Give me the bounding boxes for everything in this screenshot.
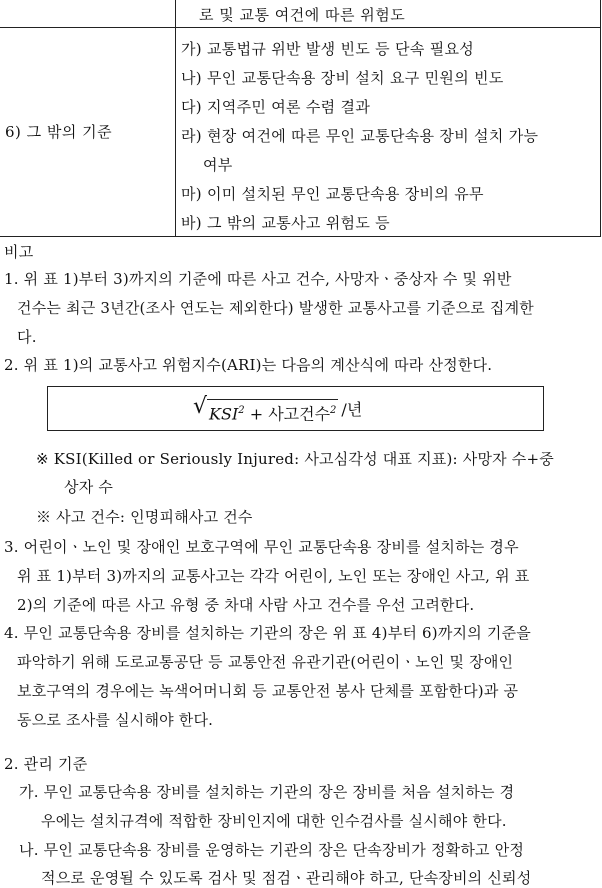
- management-item-b-line: 적으로 운영될 수 있도록 검사 및 점검ㆍ관리해야 하고, 단속장비의 신뢰성: [41, 869, 532, 887]
- note-4-line: 동으로 조사를 실시해야 한다.: [17, 711, 214, 729]
- management-item-a-line: 가. 무인 교통단속용 장비를 설치하는 기관의 장은 장비를 처음 설치하는 경: [19, 783, 515, 801]
- note-4-line: 파악하기 위해 도로교통공단 등 교통안전 유관기관(어린이ㆍ노인 및 장애인: [17, 653, 514, 671]
- table-row-label: 6) 그 밖의 기준: [5, 123, 113, 141]
- criteria-item: 나) 무인 교통단속용 장비 설치 요구 민원의 빈도: [181, 69, 504, 87]
- note-3-line: 3. 어린이ㆍ노인 및 장애인 보호구역에 무인 교통단속용 장비를 설치하는 경우: [4, 538, 519, 556]
- note-3-line: 2)의 기준에 따른 사고 유형 중 차대 사람 사고 건수를 우선 고려한다.: [17, 596, 475, 614]
- ksi-note-line: 상자 수: [64, 478, 114, 496]
- table-top-cell: 로 및 교통 여건에 따른 위험도: [199, 6, 406, 24]
- criteria-item: 마) 이미 설치된 무인 교통단속용 장비의 유무: [181, 185, 484, 203]
- note-4-line: 4. 무인 교통단속용 장비를 설치하는 기관의 장은 위 표 4)부터 6)까지의 기준을: [4, 624, 531, 642]
- criteria-item: 바) 그 밖의 교통사고 위험도 등: [181, 214, 390, 232]
- criteria-item-continuation: 여부: [203, 156, 233, 174]
- criteria-item: 다) 지역주민 여론 수렴 결과: [181, 98, 371, 116]
- criteria-list: [181, 35, 599, 238]
- notes-heading: 비고: [4, 243, 34, 261]
- note-4-line: 보호구역의 경우에는 녹색어머니회 등 교통안전 봉사 단체를 포함한다)과 공: [17, 682, 519, 700]
- sqrt-icon: √: [193, 394, 208, 419]
- ksi-note-line: ※ KSI(Killed or Seriously Injured: 사고심각성 대표 지표): 사망자 수+중: [36, 450, 554, 468]
- note-1-line: 다.: [17, 328, 37, 346]
- management-item-a-line: 우에는 설치규격에 적합한 장비인지에 대한 인수검사를 실시해야 한다.: [41, 812, 507, 830]
- accident-count-note: ※ 사고 건수: 인명피해사고 건수: [36, 508, 253, 526]
- criteria-table: [0, 0, 601, 237]
- note-3-line: 위 표 1)부터 3)까지의 교통사고는 각각 어린이, 노인 또는 장애인 사고, 위 표: [17, 567, 530, 585]
- criteria-item: 가) 교통법규 위반 발생 빈도 등 단속 필요성: [181, 40, 475, 58]
- management-item-b-line: 나. 무인 교통단속용 장비를 운영하는 기관의 장은 단속장비가 정확하고 안정: [19, 841, 525, 859]
- ari-formula: [193, 396, 362, 425]
- table-row-divider: [0, 27, 601, 28]
- formula-box: [47, 386, 544, 431]
- table-column-divider: [175, 0, 176, 237]
- note-2: 2. 위 표 1)의 교통사고 위험지수(ARI)는 다음의 계산식에 따라 산정한다.: [4, 356, 493, 374]
- formula-per-year: /년: [341, 400, 363, 419]
- note-1-line: 건수는 최근 3년간(조사 연도는 제외한다) 발생한 교통사고를 기준으로 집계한: [17, 299, 534, 317]
- note-1-line: 1. 위 표 1)부터 3)까지의 기준에 따른 사고 건수, 사망자ㆍ중상자 수 및 위반: [4, 270, 512, 288]
- formula-radicand: $KSI^2$ + 사고건수$^2$: [207, 399, 338, 425]
- criteria-item: 라) 현장 여건에 따른 무인 교통단속용 장비 설치 가능: [181, 127, 539, 145]
- management-heading: 2. 관리 기준: [4, 755, 88, 773]
